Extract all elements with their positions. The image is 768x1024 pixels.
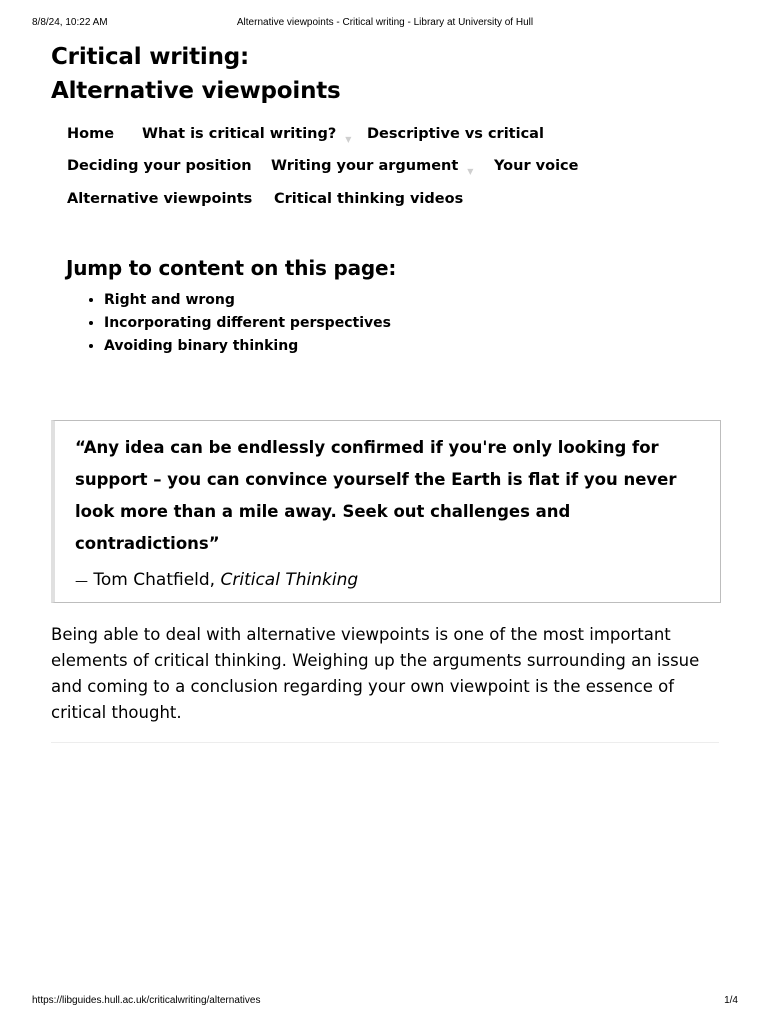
- nav-item-what-is-critical-writing[interactable]: [142, 126, 351, 144]
- quote-text: “Any idea can be endlessly confirmed if you're only looking for support – you can convince yourself the Earth is flat if you never look more than a mile away. Seek out challenges and contradictions”: [75, 438, 677, 553]
- nav-item-label: Descriptive vs critical: [367, 126, 544, 142]
- citation-work: Critical Thinking: [220, 570, 359, 590]
- page-title-line-1: Critical writing:: [51, 44, 250, 70]
- page-title: [51, 40, 341, 108]
- jump-to-content-list: [66, 289, 391, 358]
- chevron-down-icon: ▼: [467, 167, 474, 176]
- nav-item-home[interactable]: [67, 126, 114, 142]
- jump-link-right-and-wrong[interactable]: • Right and wrong: [104, 289, 391, 312]
- nav-item-label: Your voice: [494, 158, 579, 174]
- nav-item-label: Alternative viewpoints: [67, 191, 253, 207]
- citation-dash: —: [75, 574, 88, 589]
- nav-item-label: Home: [67, 126, 115, 142]
- page-title-line-2: Alternative viewpoints: [51, 78, 341, 104]
- nav-item-deciding-your-position[interactable]: [67, 158, 252, 174]
- nav-item-label: Critical thinking videos: [274, 191, 464, 207]
- nav-item-label: Deciding your position: [67, 158, 252, 174]
- section-divider: [51, 742, 719, 743]
- nav-item-label: Writing your argument: [271, 158, 459, 174]
- nav-item-label: What is critical writing?: [142, 126, 337, 142]
- intro-paragraph: Being able to deal with alternative viewpoints is one of the most important elements of critical thinking. Weighing up the arguments surrounding an issue and coming to a conclusion regarding your own viewpoint is the essence of critical thought.: [51, 625, 700, 722]
- print-url: https://libguides.hull.ac.uk/criticalwriting/alternatives: [32, 995, 261, 1006]
- chevron-down-icon: ▼: [345, 135, 352, 144]
- nav-item-critical-thinking-videos[interactable]: [274, 191, 463, 207]
- print-datetime: 8/8/24, 10:22 AM: [32, 17, 108, 28]
- jump-to-content-heading: Jump to content on this page:: [66, 256, 397, 280]
- quote-box: [51, 420, 721, 603]
- nav-item-your-voice[interactable]: [494, 158, 578, 174]
- nav-item-alternative-viewpoints[interactable]: [67, 191, 252, 207]
- citation-author: Tom Chatfield,: [93, 570, 221, 590]
- print-page-number: 1/4: [724, 995, 738, 1006]
- nav-item-descriptive-vs-critical[interactable]: [367, 126, 544, 142]
- quote-citation: [75, 569, 358, 593]
- nav-item-writing-your-argument[interactable]: [271, 158, 473, 176]
- jump-link-incorporating-different-perspectives[interactable]: • Incorporating different perspectives: [104, 312, 391, 335]
- print-document-title: Alternative viewpoints - Critical writing - Library at University of Hull: [236, 17, 534, 28]
- jump-link-avoiding-binary-thinking[interactable]: • Avoiding binary thinking: [104, 335, 391, 358]
